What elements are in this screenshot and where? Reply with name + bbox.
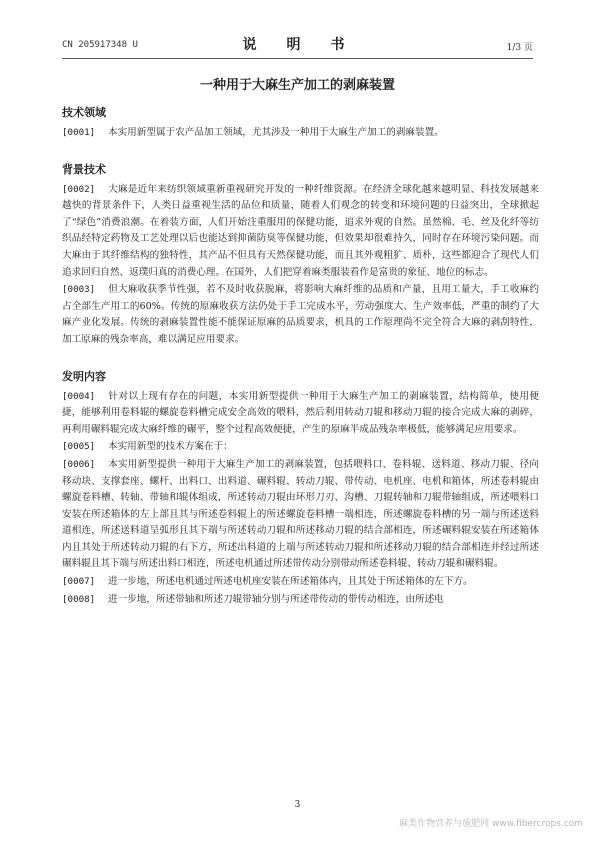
- paragraph-text: 进一步地，所述带轴和所述刀辊带轴分别与所述带传动的带传动相连，由所述电: [108, 593, 444, 605]
- header-divider: [62, 58, 533, 59]
- paragraph-text: 针对以上现有存在的问题，本实用新型提供一种用于大麻生产加工的剥麻装置，结构简单，使用便捷，能够利用卷料辊的螺旋卷料槽完成安全高效的喂料，然后利用转动刀辊和移动刀辊的接合完成大麻的剥碎，再利用碾料辊完成大麻纤维的碾平，整个过程高效便捷，产生的原麻半成品残杂率极低，能够满足应用要求。: [62, 390, 539, 435]
- document-type: 说 明 书: [242, 37, 353, 53]
- paragraph-number: [0006]: [62, 458, 96, 470]
- paragraph: [62, 282, 539, 348]
- paragraph-number: [0005]: [62, 441, 96, 453]
- paragraph: [62, 574, 539, 591]
- document-body: [62, 104, 539, 609]
- paragraph-text: 本实用新型的技术方案在于：: [108, 441, 233, 453]
- site-watermark: 麻类作物营养与施肥网 www.fibercrops.com: [399, 819, 583, 829]
- section-heading: 发明内容: [62, 369, 106, 383]
- paragraph: [62, 125, 539, 142]
- section-gap: [62, 350, 539, 360]
- paragraph-text: 本实用新型属于农产品加工领域，尤其涉及一种用于大麻生产加工的剥麻装置。: [108, 127, 444, 138]
- paragraph-number: [0002]: [62, 183, 96, 195]
- paragraph-text: 大麻是近年来纺织领域重新重视研究开发的一种纤维资源。在经济全球化越来越明显、科技发展越来越快的背景条件下，人类日益重视生活的品位和质量，随着人们观念的转变和环境问题的日益突出，全球掀起了“绿色”消费浪潮。在着装方面，人们开始注重服用的保健功能，追求外观的自然。虽然棉、毛、丝及化纤等纺织品经特定药物及工艺处理以后也能达到抑菌防臭等保健功能，但效果却很难持久，同时存在环境污染问题。而大麻由于其纤维结构的独特性，其产品不但具有天然保健功能，而且其外观粗犷、质朴，这些都迎合了现代人们追求回归自然、返璞归真的消费心理。在国外，人们把穿着麻类服装看作是富贵的象征、地位的标志。: [62, 183, 539, 278]
- page-header: [62, 34, 533, 54]
- paragraph-text: 但大麻收获季节性强，若不及时收获脱麻，将影响大麻纤维的品质和产量，且用工量大，手工收麻约占全部生产用工的60%。传统的原麻收获方法仍处于手工完成水平，劳动强度大、生产效率低，严重的制约了大麻产业化发展。传统的剥麻装置性能不能保证原麻的品质要求，机具的工作原理尚不完全符合大麻的剥刮特性，加工原麻的残杂率高，难以满足应用要求。: [62, 284, 539, 345]
- page-number: 3: [294, 800, 301, 810]
- document-title: 一种用于大麻生产加工的剥麻装置: [199, 78, 395, 93]
- section-heading: 技术领域: [62, 106, 106, 119]
- section-heading: 背景技术: [62, 162, 106, 176]
- patent-number: CN 205917348 U: [62, 40, 138, 50]
- paragraph-text: 进一步地，所述电机通过所述电机座安装在所述箱体内，且其处于所述箱体的左下方。: [108, 576, 473, 588]
- page-indicator: 1/3 页: [506, 43, 533, 53]
- paragraph: [62, 592, 539, 609]
- paragraph-number: [0001]: [62, 127, 96, 138]
- paragraph-number: [0007]: [62, 576, 96, 588]
- paragraph: [62, 439, 539, 456]
- paragraph: [62, 457, 539, 573]
- paragraph-number: [0003]: [62, 284, 96, 296]
- paragraph-number: [0004]: [62, 390, 96, 402]
- paragraph: [62, 389, 539, 439]
- section-gap: [62, 143, 539, 153]
- paragraph-number: [0008]: [62, 593, 96, 605]
- paragraph-text: 本实用新型提供一种用于大麻生产加工的剥麻装置，包括喂料口、卷料辊、送料道、移动刀辊、径向移动块、支撑套座、螺杆、出料口、出料道、碾料辊、转动刀辊、带传动、电机座、电机和箱体，所述卷料辊由螺旋卷料槽、转轴、带轴和辊体组成，所述转动刀辊由环形刀刃、沟槽、刀辊转轴和刀辊带轴组成，所述喂料口安装在所述箱体的左上部且其与所述卷料辊上的所述螺旋卷料槽一端相连，所述螺旋卷料槽的另一端与所述送料道相连，所述送料道呈弧形且其下端与所述转动刀辊和所述移动刀辊的结合部相连，所述碾料辊安装在所述箱体内且其处于所述转动刀辊的右下方，所述出料道的上端与所述转动刀辊和所述移动刀辊的结合部相连并经过所述碾料辊且其下端与所述出料口相连，所述电机通过所述带传动分别带动所述卷料辊、转动刀辊和碾料辊。: [62, 458, 539, 570]
- paragraph: [62, 182, 539, 282]
